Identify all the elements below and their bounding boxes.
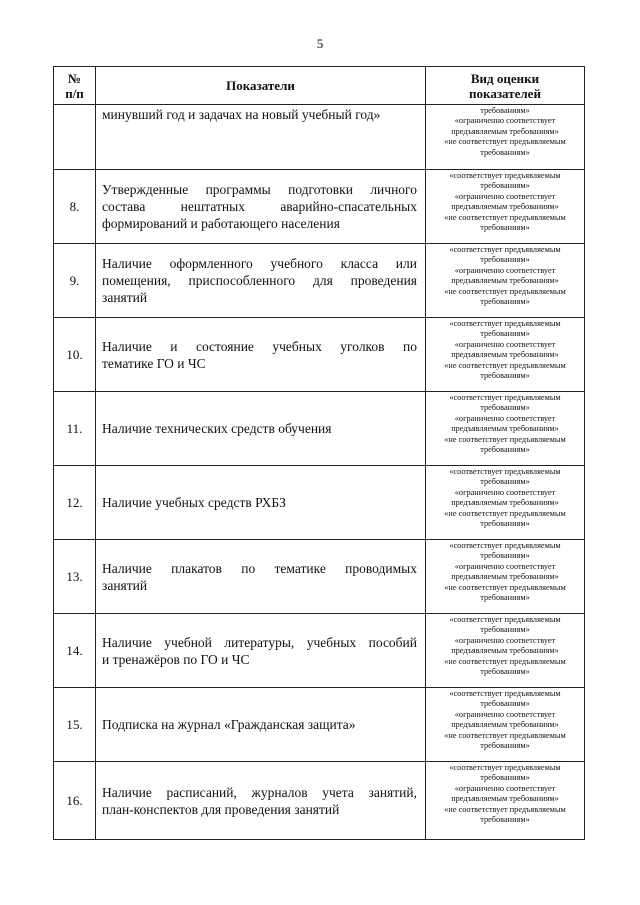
row-number: 8.: [54, 170, 96, 244]
assessment-options: «соответствует предъявляемым требованиям» «ограниченно соответствует предъявляемым требованиям» «не соответствует предъявляемым требованиям»: [426, 392, 585, 466]
assessment-options: «соответствует предъявляемым требованиям» «ограниченно соответствует предъявляемым требованиям» «не соответствует предъявляемым требованиям»: [426, 466, 585, 540]
table-row: [54, 318, 585, 392]
indicator-text: Наличие плакатов по тематике проводимых занятий: [96, 540, 426, 614]
assessment-options: «соответствует предъявляемым требованиям» «ограниченно соответствует предъявляемым требованиям» «не соответствует предъявляемым требованиям»: [426, 170, 585, 244]
row-number: 15.: [54, 688, 96, 762]
assessment-options: «соответствует предъявляемым требованиям» «ограниченно соответствует предъявляемым требованиям» «не соответствует предъявляемым требованиям»: [426, 318, 585, 392]
indicator-text: Подписка на журнал «Гражданская защита»: [96, 688, 426, 762]
table-row: [54, 170, 585, 244]
assessment-options: «соответствует предъявляемым требованиям» «ограниченно соответствует предъявляемым требованиям» «не соответствует предъявляемым требованиям»: [426, 540, 585, 614]
header-assessment: Вид оценки показателей: [426, 67, 585, 105]
indicator-text: минувший год и задачах на новый учебный год»: [96, 105, 426, 170]
assessment-options: требованиям» «ограниченно соответствует предъявляемым требованиям» «не соответствует предъявляемым требованиям»: [426, 105, 585, 170]
row-number: [54, 105, 96, 170]
row-number: 10.: [54, 318, 96, 392]
indicators-table: [53, 66, 585, 840]
table-row: [54, 392, 585, 466]
table-row: [54, 466, 585, 540]
assessment-options: «соответствует предъявляемым требованиям» «ограниченно соответствует предъявляемым требованиям» «не соответствует предъявляемым требованиям»: [426, 688, 585, 762]
row-number: 13.: [54, 540, 96, 614]
row-number: 16.: [54, 762, 96, 840]
row-number: 12.: [54, 466, 96, 540]
assessment-options: «соответствует предъявляемым требованиям» «ограниченно соответствует предъявляемым требованиям» «не соответствует предъявляемым требованиям»: [426, 762, 585, 840]
table-header-row: [54, 67, 585, 105]
table-row: [54, 244, 585, 318]
indicator-text: Наличие технических средств обучения: [96, 392, 426, 466]
assessment-options: «соответствует предъявляемым требованиям» «ограниченно соответствует предъявляемым требованиям» «не соответствует предъявляемым требованиям»: [426, 244, 585, 318]
table-row: [54, 540, 585, 614]
indicator-text: Наличие расписаний, журналов учета занятий, план-конспектов для проведения занятий: [96, 762, 426, 840]
indicator-text: Наличие учебной литературы, учебных пособий и тренажёров по ГО и ЧС: [96, 614, 426, 688]
table-row: [54, 614, 585, 688]
indicator-text: Наличие оформленного учебного класса или помещения, приспособленного для проведения занятий: [96, 244, 426, 318]
indicator-text: Наличие и состояние учебных уголков по тематике ГО и ЧС: [96, 318, 426, 392]
row-number: 9.: [54, 244, 96, 318]
header-indicators: Показатели: [96, 67, 426, 105]
table-row: [54, 688, 585, 762]
header-num: № п/п: [54, 67, 96, 105]
row-number: 11.: [54, 392, 96, 466]
indicator-text: Наличие учебных средств РХБЗ: [96, 466, 426, 540]
table-row-continuation: [54, 105, 585, 170]
assessment-options: «соответствует предъявляемым требованиям» «ограниченно соответствует предъявляемым требованиям» «не соответствует предъявляемым требованиям»: [426, 614, 585, 688]
indicator-text: Утвержденные программы подготовки личного состава нештатных аварийно-спасательных формирований и работающего населения: [96, 170, 426, 244]
table-row: [54, 762, 585, 840]
row-number: 14.: [54, 614, 96, 688]
page-number: 5: [316, 36, 324, 51]
